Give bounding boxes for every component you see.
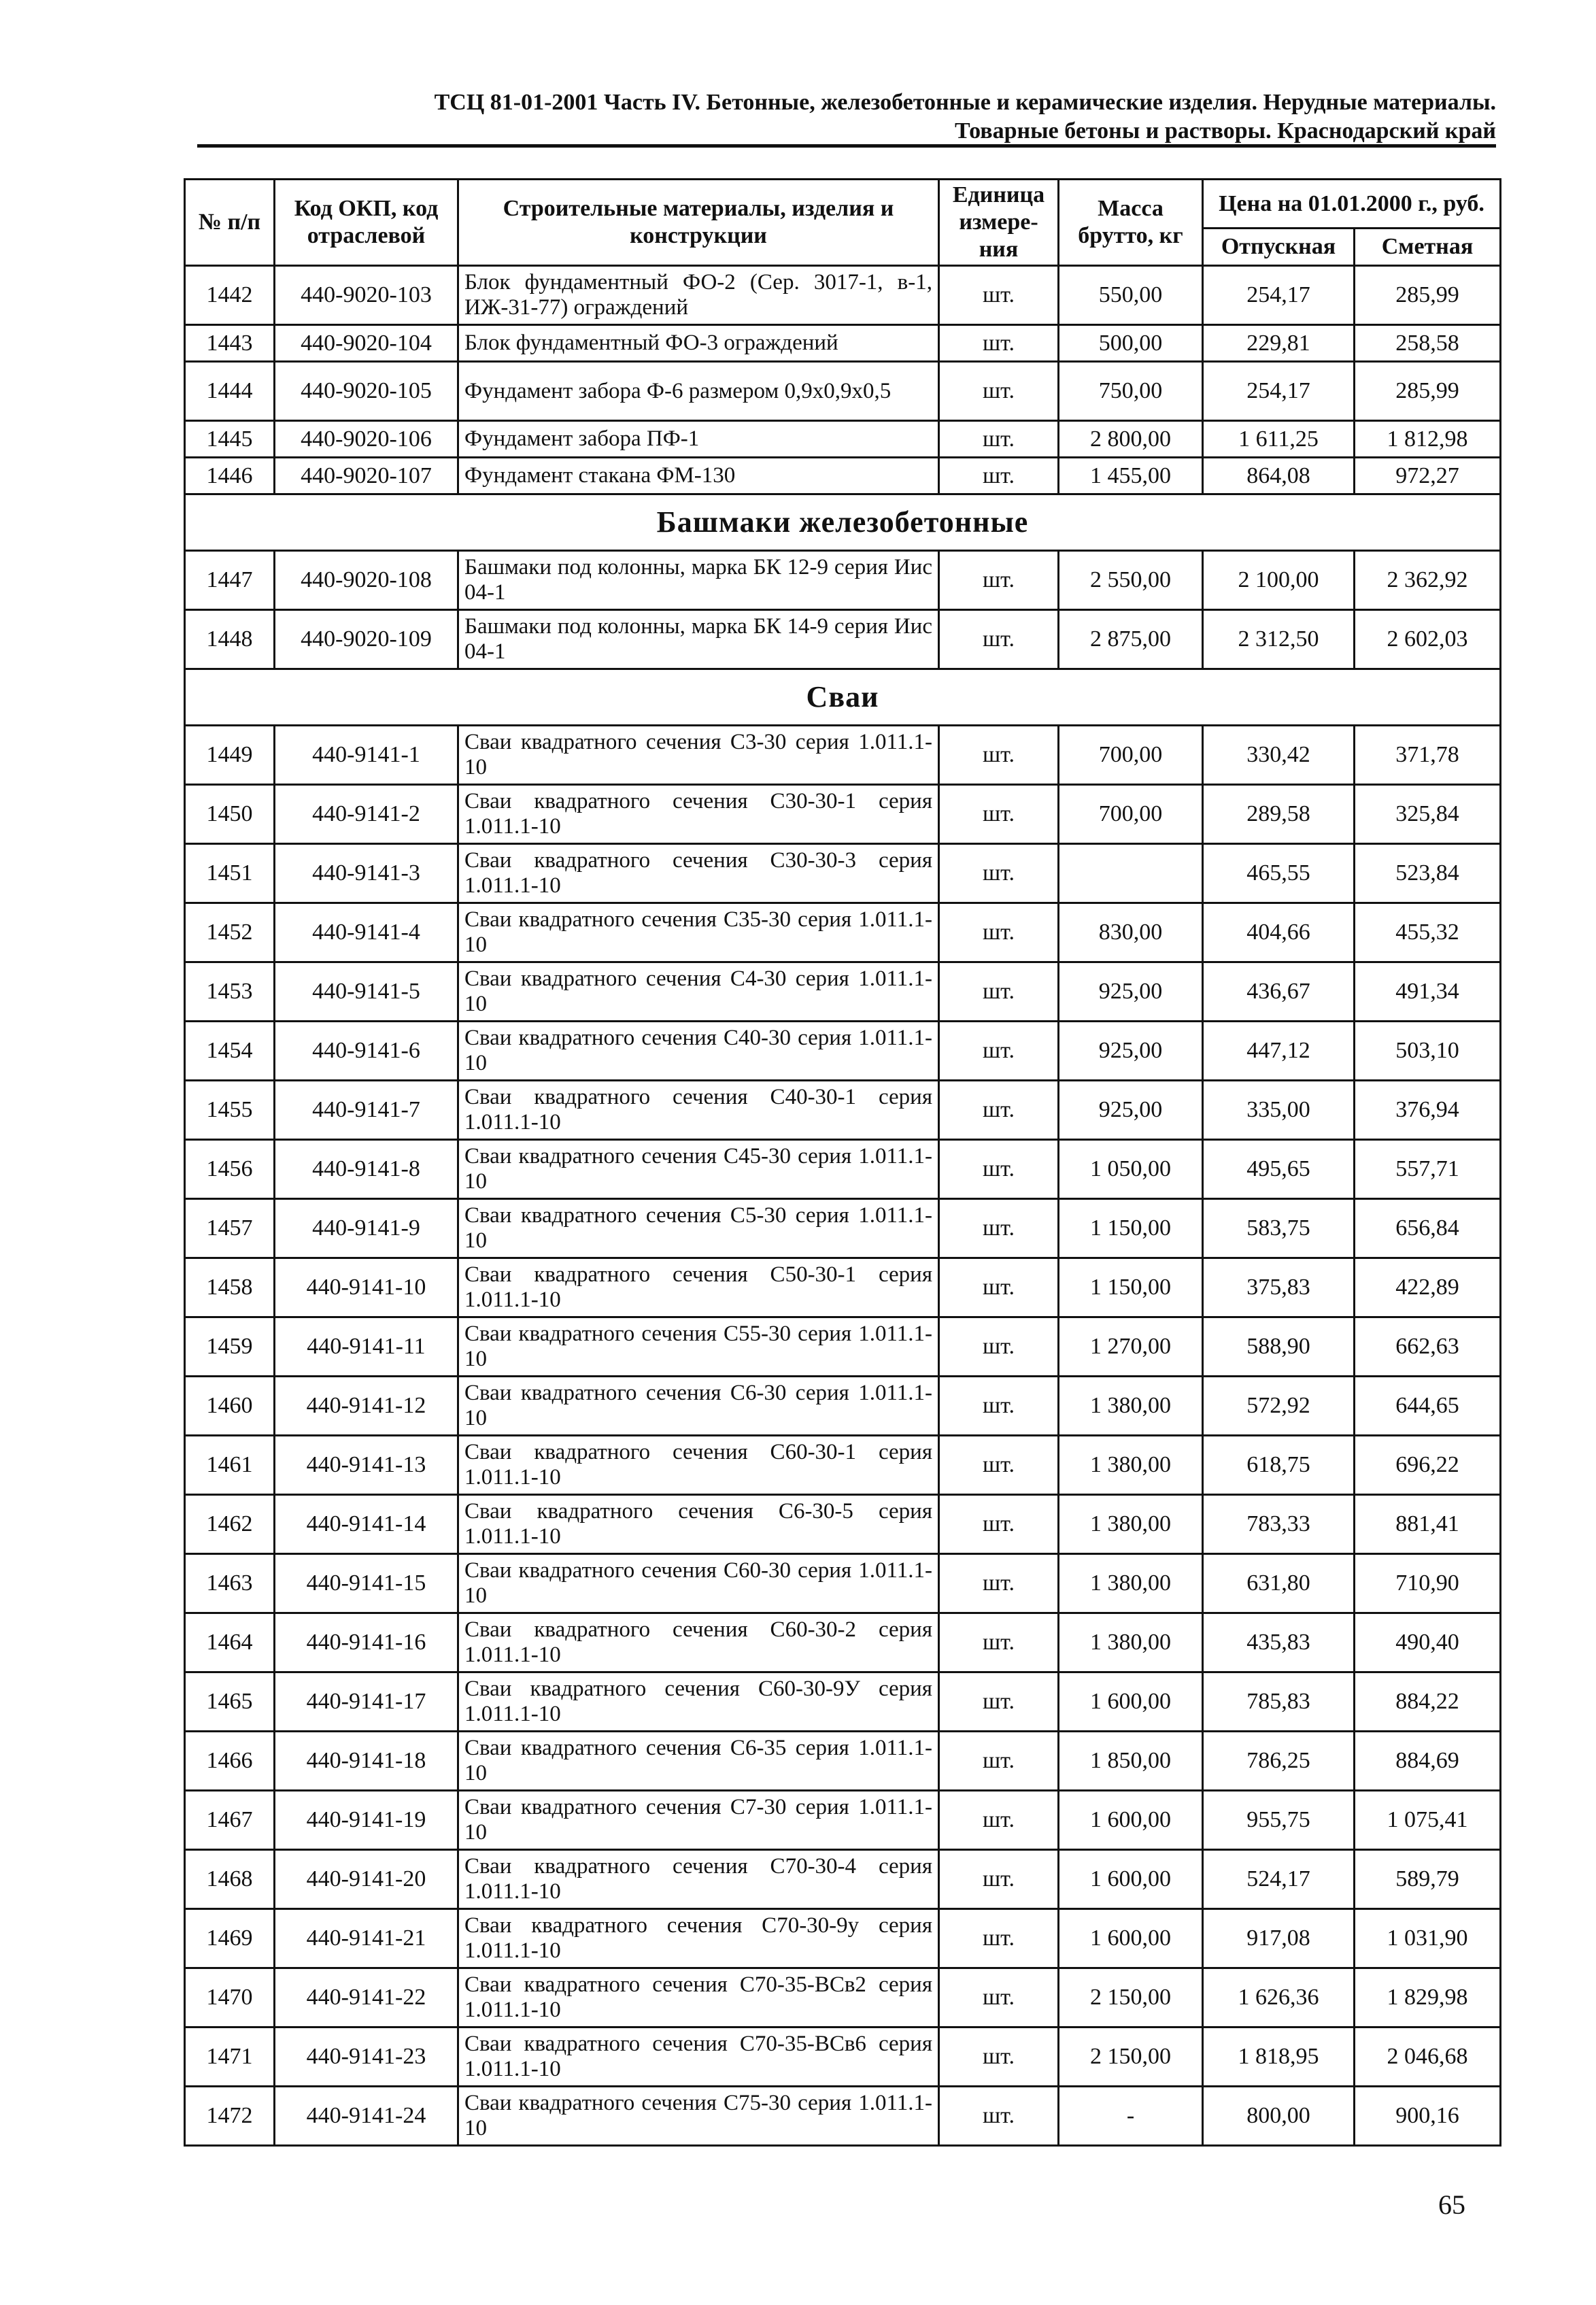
table-row	[185, 1317, 1501, 1377]
gross-mass-cell: 500,00	[1059, 325, 1203, 362]
okp-code-cell: 440-9020-109	[275, 610, 458, 669]
release-price-cell: 631,80	[1203, 1554, 1355, 1613]
unit-cell: шт.	[939, 1554, 1059, 1613]
table-row	[185, 1258, 1501, 1317]
estimate-price-cell: 644,65	[1355, 1377, 1501, 1436]
okp-code-cell: 440-9141-1	[275, 726, 458, 785]
material-name-cell: Сваи квадратного сечения С70-35-ВСв6 серия 1.011.1-10	[458, 2028, 939, 2087]
release-price-cell: 447,12	[1203, 1022, 1355, 1081]
okp-code-cell: 440-9020-105	[275, 362, 458, 421]
row-number-cell: 1448	[185, 610, 275, 669]
row-number-cell: 1457	[185, 1199, 275, 1258]
gross-mass-cell: 1 380,00	[1059, 1613, 1203, 1672]
okp-code-cell: 440-9020-104	[275, 325, 458, 362]
release-price-cell: 2 312,50	[1203, 610, 1355, 669]
estimate-price-cell: 884,69	[1355, 1732, 1501, 1791]
release-price-cell: 1 818,95	[1203, 2028, 1355, 2087]
release-price-cell: 955,75	[1203, 1791, 1355, 1850]
material-name-cell: Сваи квадратного сечения С60-30-1 серия 1.011.1-10	[458, 1436, 939, 1495]
unit-cell: шт.	[939, 458, 1059, 494]
col-name-header: Строительные материалы, изделия и конструкции	[458, 180, 939, 266]
table-row	[185, 1613, 1501, 1672]
unit-cell: шт.	[939, 1732, 1059, 1791]
release-price-cell: 800,00	[1203, 2087, 1355, 2146]
table-row	[185, 1436, 1501, 1495]
table-row	[185, 726, 1501, 785]
gross-mass-cell: 1 380,00	[1059, 1377, 1203, 1436]
unit-cell: шт.	[939, 903, 1059, 962]
release-price-cell: 289,58	[1203, 785, 1355, 844]
table-row	[185, 1672, 1501, 1732]
okp-code-cell: 440-9141-7	[275, 1081, 458, 1140]
unit-cell: шт.	[939, 1140, 1059, 1199]
col-estimate-price-header: Сметная	[1355, 229, 1501, 266]
okp-code-cell: 440-9141-16	[275, 1613, 458, 1672]
gross-mass-cell: 1 380,00	[1059, 1436, 1203, 1495]
row-number-cell: 1458	[185, 1258, 275, 1317]
gross-mass-cell: 1 270,00	[1059, 1317, 1203, 1377]
estimate-price-cell: 972,27	[1355, 458, 1501, 494]
material-name-cell: Сваи квадратного сечения С30-30-1 серия 1.011.1-10	[458, 785, 939, 844]
estimate-price-cell: 656,84	[1355, 1199, 1501, 1258]
material-name-cell: Сваи квадратного сечения С70-30-9у серия 1.011.1-10	[458, 1909, 939, 1968]
col-price-header: Цена на 01.01.2000 г., руб.	[1203, 180, 1501, 229]
row-number-cell: 1471	[185, 2028, 275, 2087]
release-price-cell: 229,81	[1203, 325, 1355, 362]
unit-cell: шт.	[939, 1909, 1059, 1968]
table-row	[185, 1732, 1501, 1791]
row-number-cell: 1455	[185, 1081, 275, 1140]
table-row	[185, 421, 1501, 458]
release-price-cell: 2 100,00	[1203, 551, 1355, 610]
gross-mass-cell: 2 875,00	[1059, 610, 1203, 669]
gross-mass-cell: 700,00	[1059, 785, 1203, 844]
table-row	[185, 2087, 1501, 2146]
okp-code-cell: 440-9141-19	[275, 1791, 458, 1850]
row-number-cell: 1449	[185, 726, 275, 785]
estimate-price-cell: 325,84	[1355, 785, 1501, 844]
section-row	[185, 494, 1501, 551]
okp-code-cell: 440-9141-9	[275, 1199, 458, 1258]
unit-cell: шт.	[939, 1081, 1059, 1140]
gross-mass-cell	[1059, 844, 1203, 903]
okp-code-cell: 440-9141-2	[275, 785, 458, 844]
row-number-cell: 1464	[185, 1613, 275, 1672]
unit-cell: шт.	[939, 1613, 1059, 1672]
table-row	[185, 551, 1501, 610]
estimate-price-cell: 285,99	[1355, 266, 1501, 325]
row-number-cell: 1466	[185, 1732, 275, 1791]
release-price-cell: 588,90	[1203, 1317, 1355, 1377]
gross-mass-cell: 1 380,00	[1059, 1495, 1203, 1554]
unit-cell: шт.	[939, 1377, 1059, 1436]
row-number-cell: 1445	[185, 421, 275, 458]
unit-cell: шт.	[939, 551, 1059, 610]
estimate-price-cell: 503,10	[1355, 1022, 1501, 1081]
material-name-cell: Фундамент забора ПФ-1	[458, 421, 939, 458]
okp-code-cell: 440-9020-103	[275, 266, 458, 325]
row-number-cell: 1463	[185, 1554, 275, 1613]
unit-cell: шт.	[939, 1791, 1059, 1850]
row-number-cell: 1468	[185, 1850, 275, 1909]
document-header	[184, 88, 1496, 146]
estimate-price-cell: 2 362,92	[1355, 551, 1501, 610]
table-row	[185, 1081, 1501, 1140]
gross-mass-cell: 1 600,00	[1059, 1850, 1203, 1909]
table-row	[185, 325, 1501, 362]
okp-code-cell: 440-9141-5	[275, 962, 458, 1022]
estimate-price-cell: 376,94	[1355, 1081, 1501, 1140]
release-price-cell: 330,42	[1203, 726, 1355, 785]
material-name-cell: Сваи квадратного сечения С4-30 серия 1.011.1-10	[458, 962, 939, 1022]
material-name-cell: Сваи квадратного сечения С50-30-1 серия 1.011.1-10	[458, 1258, 939, 1317]
okp-code-cell: 440-9141-13	[275, 1436, 458, 1495]
unit-cell: шт.	[939, 610, 1059, 669]
gross-mass-cell: 1 455,00	[1059, 458, 1203, 494]
release-price-cell: 254,17	[1203, 266, 1355, 325]
estimate-price-cell: 371,78	[1355, 726, 1501, 785]
col-mass-header: Масса брутто, кг	[1059, 180, 1203, 266]
estimate-price-cell: 884,22	[1355, 1672, 1501, 1732]
estimate-price-cell: 523,84	[1355, 844, 1501, 903]
row-number-cell: 1467	[185, 1791, 275, 1850]
unit-cell: шт.	[939, 962, 1059, 1022]
estimate-price-cell: 662,63	[1355, 1317, 1501, 1377]
material-name-cell: Сваи квадратного сечения С70-35-ВСв2 серия 1.011.1-10	[458, 1968, 939, 2028]
col-num-header: № п/п	[185, 180, 275, 266]
header-title: ТСЦ 81-01-2001 Часть IV. Бетонные, железобетонные и керамические изделия. Нерудные материалы.	[434, 90, 1496, 115]
material-name-cell: Сваи квадратного сечения С40-30 серия 1.011.1-10	[458, 1022, 939, 1081]
table-row	[185, 610, 1501, 669]
table-row	[185, 844, 1501, 903]
unit-cell: шт.	[939, 726, 1059, 785]
okp-code-cell: 440-9141-12	[275, 1377, 458, 1436]
material-name-cell: Сваи квадратного сечения С6-35 серия 1.011.1-10	[458, 1732, 939, 1791]
section-row	[185, 669, 1501, 726]
material-name-cell: Сваи квадратного сечения С6-30-5 серия 1.011.1-10	[458, 1495, 939, 1554]
release-price-cell: 404,66	[1203, 903, 1355, 962]
unit-cell: шт.	[939, 844, 1059, 903]
header-subtitle: Товарные бетоны и растворы. Краснодарский край	[954, 118, 1496, 144]
gross-mass-cell: 1 600,00	[1059, 1672, 1203, 1732]
gross-mass-cell: 1 600,00	[1059, 1791, 1203, 1850]
okp-code-cell: 440-9141-17	[275, 1672, 458, 1732]
table-row	[185, 1850, 1501, 1909]
unit-cell: шт.	[939, 1672, 1059, 1732]
table-row	[185, 1377, 1501, 1436]
material-name-cell: Фундамент стакана ФМ-130	[458, 458, 939, 494]
okp-code-cell: 440-9141-10	[275, 1258, 458, 1317]
estimate-price-cell: 2 602,03	[1355, 610, 1501, 669]
release-price-cell: 583,75	[1203, 1199, 1355, 1258]
gross-mass-cell: 1 380,00	[1059, 1554, 1203, 1613]
material-name-cell: Сваи квадратного сечения С60-30-9У серия 1.011.1-10	[458, 1672, 939, 1732]
release-price-cell: 335,00	[1203, 1081, 1355, 1140]
gross-mass-cell: 925,00	[1059, 962, 1203, 1022]
unit-cell: шт.	[939, 1850, 1059, 1909]
estimate-price-cell: 710,90	[1355, 1554, 1501, 1613]
release-price-cell: 1 626,36	[1203, 1968, 1355, 2028]
unit-cell: шт.	[939, 325, 1059, 362]
gross-mass-cell: 1 150,00	[1059, 1258, 1203, 1317]
okp-code-cell: 440-9141-11	[275, 1317, 458, 1377]
unit-cell: шт.	[939, 421, 1059, 458]
gross-mass-cell: -	[1059, 2087, 1203, 2146]
estimate-price-cell: 1 075,41	[1355, 1791, 1501, 1850]
row-number-cell: 1461	[185, 1436, 275, 1495]
material-name-cell: Сваи квадратного сечения С7-30 серия 1.011.1-10	[458, 1791, 939, 1850]
estimate-price-cell: 557,71	[1355, 1140, 1501, 1199]
okp-code-cell: 440-9141-21	[275, 1909, 458, 1968]
okp-code-cell: 440-9141-14	[275, 1495, 458, 1554]
material-name-cell: Блок фундаментный ФО-2 (Сер. 3017-1, в-1, ИЖ-31-77) ограждений	[458, 266, 939, 325]
page-number: 65	[1438, 2189, 1465, 2220]
header-rule	[197, 144, 1496, 148]
table-row	[185, 903, 1501, 962]
unit-cell: шт.	[939, 1258, 1059, 1317]
okp-code-cell: 440-9141-22	[275, 1968, 458, 2028]
release-price-cell: 254,17	[1203, 362, 1355, 421]
material-name-cell: Сваи квадратного сечения С35-30 серия 1.011.1-10	[458, 903, 939, 962]
unit-cell: шт.	[939, 1317, 1059, 1377]
table-row	[185, 1495, 1501, 1554]
estimate-price-cell: 1 031,90	[1355, 1909, 1501, 1968]
estimate-price-cell: 1 829,98	[1355, 1968, 1501, 2028]
unit-cell: шт.	[939, 266, 1059, 325]
row-number-cell: 1446	[185, 458, 275, 494]
table-row	[185, 1022, 1501, 1081]
unit-cell: шт.	[939, 362, 1059, 421]
row-number-cell: 1469	[185, 1909, 275, 1968]
unit-cell: шт.	[939, 1199, 1059, 1258]
okp-code-cell: 440-9141-8	[275, 1140, 458, 1199]
material-name-cell: Сваи квадратного сечения С45-30 серия 1.011.1-10	[458, 1140, 939, 1199]
release-price-cell: 917,08	[1203, 1909, 1355, 1968]
table-row	[185, 1199, 1501, 1258]
row-number-cell: 1465	[185, 1672, 275, 1732]
gross-mass-cell: 1 150,00	[1059, 1199, 1203, 1258]
estimate-price-cell: 881,41	[1355, 1495, 1501, 1554]
gross-mass-cell: 1 050,00	[1059, 1140, 1203, 1199]
okp-code-cell: 440-9141-23	[275, 2028, 458, 2087]
release-price-cell: 1 611,25	[1203, 421, 1355, 458]
release-price-cell: 465,55	[1203, 844, 1355, 903]
estimate-price-cell: 258,58	[1355, 325, 1501, 362]
estimate-price-cell: 491,34	[1355, 962, 1501, 1022]
row-number-cell: 1453	[185, 962, 275, 1022]
table-header	[185, 180, 1501, 266]
row-number-cell: 1462	[185, 1495, 275, 1554]
gross-mass-cell: 925,00	[1059, 1081, 1203, 1140]
price-table	[184, 178, 1501, 2147]
estimate-price-cell: 422,89	[1355, 1258, 1501, 1317]
material-name-cell: Сваи квадратного сечения С60-30 серия 1.011.1-10	[458, 1554, 939, 1613]
section-title: Башмаки железобетонные	[185, 494, 1501, 551]
table-row	[185, 266, 1501, 325]
table-row	[185, 785, 1501, 844]
row-number-cell: 1454	[185, 1022, 275, 1081]
col-release-price-header: Отпускная	[1203, 229, 1355, 266]
gross-mass-cell: 750,00	[1059, 362, 1203, 421]
material-name-cell: Фундамент забора Ф-6 размером 0,9х0,9х0,5	[458, 362, 939, 421]
okp-code-cell: 440-9020-106	[275, 421, 458, 458]
okp-code-cell: 440-9141-18	[275, 1732, 458, 1791]
unit-cell: шт.	[939, 1968, 1059, 2028]
estimate-price-cell: 1 812,98	[1355, 421, 1501, 458]
unit-cell: шт.	[939, 785, 1059, 844]
unit-cell: шт.	[939, 1436, 1059, 1495]
material-name-cell: Сваи квадратного сечения С6-30 серия 1.011.1-10	[458, 1377, 939, 1436]
material-name-cell: Сваи квадратного сечения С70-30-4 серия 1.011.1-10	[458, 1850, 939, 1909]
release-price-cell: 375,83	[1203, 1258, 1355, 1317]
estimate-price-cell: 490,40	[1355, 1613, 1501, 1672]
row-number-cell: 1443	[185, 325, 275, 362]
estimate-price-cell: 696,22	[1355, 1436, 1501, 1495]
material-name-cell: Сваи квадратного сечения С30-30-3 серия 1.011.1-10	[458, 844, 939, 903]
okp-code-cell: 440-9141-24	[275, 2087, 458, 2146]
gross-mass-cell: 1 850,00	[1059, 1732, 1203, 1791]
gross-mass-cell: 2 550,00	[1059, 551, 1203, 610]
okp-code-cell: 440-9020-108	[275, 551, 458, 610]
release-price-cell: 785,83	[1203, 1672, 1355, 1732]
material-name-cell: Сваи квадратного сечения С3-30 серия 1.011.1-10	[458, 726, 939, 785]
okp-code-cell: 440-9141-15	[275, 1554, 458, 1613]
material-name-cell: Сваи квадратного сечения С40-30-1 серия 1.011.1-10	[458, 1081, 939, 1140]
table-body	[185, 266, 1501, 2146]
release-price-cell: 864,08	[1203, 458, 1355, 494]
table-row	[185, 1791, 1501, 1850]
row-number-cell: 1447	[185, 551, 275, 610]
material-name-cell: Башмаки под колонны, марка БК 12-9 серия Иис 04-1	[458, 551, 939, 610]
release-price-cell: 786,25	[1203, 1732, 1355, 1791]
gross-mass-cell: 830,00	[1059, 903, 1203, 962]
material-name-cell: Сваи квадратного сечения С60-30-2 серия 1.011.1-10	[458, 1613, 939, 1672]
unit-cell: шт.	[939, 2028, 1059, 2087]
material-name-cell: Башмаки под колонны, марка БК 14-9 серия Иис 04-1	[458, 610, 939, 669]
table-row	[185, 2028, 1501, 2087]
gross-mass-cell: 1 600,00	[1059, 1909, 1203, 1968]
col-code-header: Код ОКП, код отраслевой	[275, 180, 458, 266]
gross-mass-cell: 2 150,00	[1059, 2028, 1203, 2087]
okp-code-cell: 440-9020-107	[275, 458, 458, 494]
estimate-price-cell: 2 046,68	[1355, 2028, 1501, 2087]
row-number-cell: 1442	[185, 266, 275, 325]
release-price-cell: 618,75	[1203, 1436, 1355, 1495]
okp-code-cell: 440-9141-20	[275, 1850, 458, 1909]
estimate-price-cell: 589,79	[1355, 1850, 1501, 1909]
unit-cell: шт.	[939, 1022, 1059, 1081]
release-price-cell: 524,17	[1203, 1850, 1355, 1909]
release-price-cell: 435,83	[1203, 1613, 1355, 1672]
release-price-cell: 495,65	[1203, 1140, 1355, 1199]
col-unit-header: Единица измере-ния	[939, 180, 1059, 266]
estimate-price-cell: 285,99	[1355, 362, 1501, 421]
unit-cell: шт.	[939, 1495, 1059, 1554]
row-number-cell: 1451	[185, 844, 275, 903]
release-price-cell: 436,67	[1203, 962, 1355, 1022]
table-row	[185, 458, 1501, 494]
row-number-cell: 1459	[185, 1317, 275, 1377]
gross-mass-cell: 550,00	[1059, 266, 1203, 325]
gross-mass-cell: 925,00	[1059, 1022, 1203, 1081]
row-number-cell: 1450	[185, 785, 275, 844]
release-price-cell: 572,92	[1203, 1377, 1355, 1436]
row-number-cell: 1472	[185, 2087, 275, 2146]
row-number-cell: 1460	[185, 1377, 275, 1436]
material-name-cell: Блок фундаментный ФО-3 ограждений	[458, 325, 939, 362]
table-row	[185, 1968, 1501, 2028]
material-name-cell: Сваи квадратного сечения С75-30 серия 1.011.1-10	[458, 2087, 939, 2146]
gross-mass-cell: 2 800,00	[1059, 421, 1203, 458]
gross-mass-cell: 2 150,00	[1059, 1968, 1203, 2028]
table-row	[185, 1554, 1501, 1613]
table-row	[185, 962, 1501, 1022]
table-row	[185, 1140, 1501, 1199]
row-number-cell: 1444	[185, 362, 275, 421]
row-number-cell: 1456	[185, 1140, 275, 1199]
material-name-cell: Сваи квадратного сечения С55-30 серия 1.011.1-10	[458, 1317, 939, 1377]
table-row	[185, 1909, 1501, 1968]
material-name-cell: Сваи квадратного сечения С5-30 серия 1.011.1-10	[458, 1199, 939, 1258]
estimate-price-cell: 455,32	[1355, 903, 1501, 962]
gross-mass-cell: 700,00	[1059, 726, 1203, 785]
unit-cell: шт.	[939, 2087, 1059, 2146]
row-number-cell: 1470	[185, 1968, 275, 2028]
estimate-price-cell: 900,16	[1355, 2087, 1501, 2146]
release-price-cell: 783,33	[1203, 1495, 1355, 1554]
okp-code-cell: 440-9141-4	[275, 903, 458, 962]
okp-code-cell: 440-9141-3	[275, 844, 458, 903]
section-title: Сваи	[185, 669, 1501, 726]
row-number-cell: 1452	[185, 903, 275, 962]
table-row	[185, 362, 1501, 421]
okp-code-cell: 440-9141-6	[275, 1022, 458, 1081]
